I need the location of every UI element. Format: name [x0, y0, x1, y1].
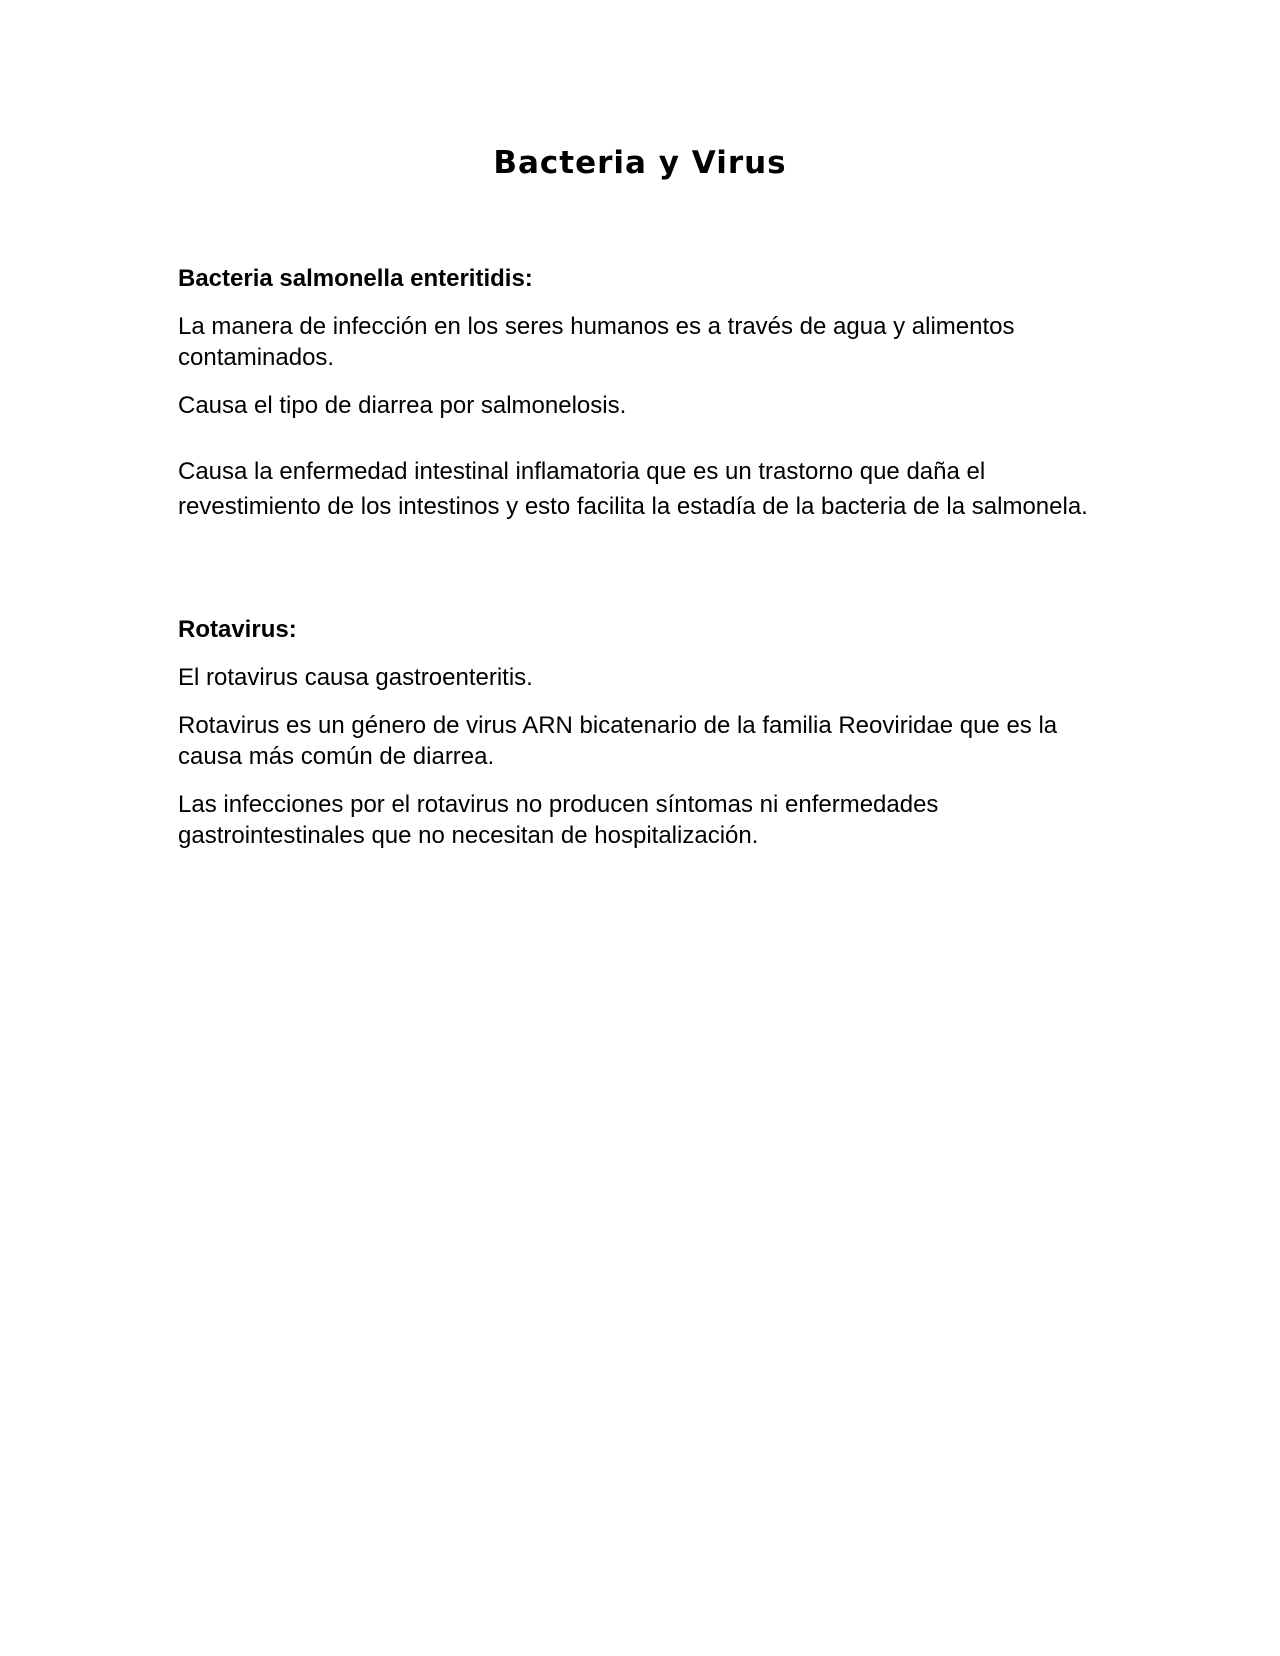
paragraph: Causa la enfermedad intestinal inflamatoria que es un trastorno que daña el revestimiento de los intestinos y esto facilita la estadía de la bacteria de la salmonela. — [178, 458, 1088, 520]
document-body — [178, 263, 1118, 868]
paragraph: Las infecciones por el rotavirus no producen síntomas ni enfermedades gastrointestinales que no necesitan de hospitalización. — [178, 791, 939, 849]
paragraph: Causa el tipo de diarrea por salmonelosis. — [178, 392, 627, 419]
paragraph: El rotavirus causa gastroenteritis. — [178, 664, 533, 691]
section-rotavirus — [178, 614, 1118, 851]
section-heading: Bacteria salmonella enteritidis: — [178, 265, 533, 292]
paragraph: La manera de infección en los seres humanos es a través de agua y alimentos contaminados. — [178, 313, 1015, 371]
document-title: Bacteria y Virus — [493, 145, 787, 181]
paragraph: Rotavirus es un género de virus ARN bicatenario de la familia Reoviridae que es la causa más común de diarrea. — [178, 712, 1058, 770]
section-salmonella — [178, 263, 1118, 524]
section-heading: Rotavirus: — [178, 616, 297, 643]
